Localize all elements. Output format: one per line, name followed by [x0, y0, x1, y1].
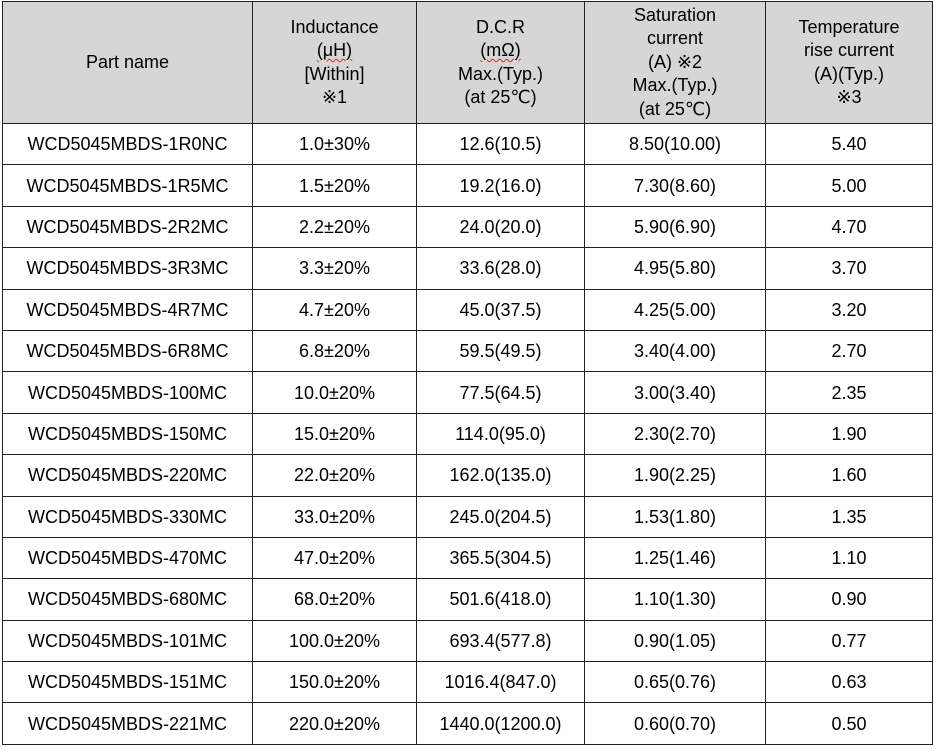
header-saturation-line-2: current: [646, 28, 704, 49]
table-row: [3, 330, 933, 371]
header-dcr: [417, 2, 585, 124]
part-name-cell: WCD5045MBDS-1R0NC: [3, 124, 253, 165]
saturation-cell: 1.10(1.30): [585, 579, 766, 620]
temperature-cell: 2.35: [766, 372, 933, 413]
inductance-cell: 22.0±20%: [253, 455, 417, 496]
part-name-cell: WCD5045MBDS-2R2MC: [3, 206, 253, 247]
header-row: [3, 2, 933, 124]
inductance-cell: 1.0±30%: [253, 124, 417, 165]
part-name-cell: WCD5045MBDS-3R3MC: [3, 248, 253, 289]
dcr-cell: 162.0(135.0): [417, 455, 585, 496]
dcr-cell: 33.6(28.0): [417, 248, 585, 289]
table-row: [3, 703, 933, 744]
saturation-cell: 0.65(0.76): [585, 662, 766, 703]
saturation-cell: 4.95(5.80): [585, 248, 766, 289]
temperature-cell: 3.20: [766, 289, 933, 330]
saturation-cell: 0.60(0.70): [585, 703, 766, 744]
table-row: [3, 662, 933, 703]
header-temperature-line-4: ※3: [836, 87, 862, 107]
table-row: [3, 248, 933, 289]
saturation-cell: 1.53(1.80): [585, 496, 766, 537]
table-row: [3, 620, 933, 661]
temperature-cell: 1.10: [766, 537, 933, 578]
inductance-cell: 2.2±20%: [253, 206, 417, 247]
header-part-name: [3, 2, 253, 124]
header-dcr-line-3: Max.(Typ.): [457, 63, 543, 84]
table-row: [3, 289, 933, 330]
header-dcr-line-4: (at 25℃): [464, 87, 537, 107]
temperature-cell: 0.90: [766, 579, 933, 620]
dcr-cell: 12.6(10.5): [417, 124, 585, 165]
header-saturation: [585, 2, 766, 124]
dcr-cell: 77.5(64.5): [417, 372, 585, 413]
temperature-cell: 5.40: [766, 124, 933, 165]
inductance-cell: 1.5±20%: [253, 165, 417, 206]
saturation-cell: 4.25(5.00): [585, 289, 766, 330]
dcr-cell: 1016.4(847.0): [417, 662, 585, 703]
inductance-cell: 10.0±20%: [253, 372, 417, 413]
saturation-cell: 7.30(8.60): [585, 165, 766, 206]
table-body: [3, 124, 933, 745]
header-inductance: [253, 2, 417, 124]
part-name-cell: WCD5045MBDS-101MC: [3, 620, 253, 661]
saturation-cell: 1.90(2.25): [585, 455, 766, 496]
temperature-cell: 1.60: [766, 455, 933, 496]
dcr-cell: 1440.0(1200.0): [417, 703, 585, 744]
temperature-cell: 0.63: [766, 662, 933, 703]
table-row: [3, 206, 933, 247]
temperature-cell: 0.50: [766, 703, 933, 744]
dcr-cell: 114.0(95.0): [417, 413, 585, 454]
header-temperature-line-1: Temperature: [798, 16, 900, 37]
part-name-cell: WCD5045MBDS-1R5MC: [3, 165, 253, 206]
header-saturation-line-1: Saturation: [633, 4, 717, 25]
saturation-cell: 1.25(1.46): [585, 537, 766, 578]
part-name-cell: WCD5045MBDS-100MC: [3, 372, 253, 413]
part-name-cell: WCD5045MBDS-151MC: [3, 662, 253, 703]
table-row: [3, 579, 933, 620]
dcr-cell: 365.5(304.5): [417, 537, 585, 578]
header-inductance-line-2: (μH): [316, 40, 353, 60]
inductance-cell: 68.0±20%: [253, 579, 417, 620]
dcr-cell: 693.4(577.8): [417, 620, 585, 661]
inductance-cell: 3.3±20%: [253, 248, 417, 289]
header-temperature-line-3: (A)(Typ.): [814, 63, 884, 84]
temperature-cell: 2.70: [766, 330, 933, 371]
table-row: [3, 165, 933, 206]
dcr-cell: 59.5(49.5): [417, 330, 585, 371]
table-row: [3, 537, 933, 578]
header-dcr-line-2: (mΩ): [480, 40, 521, 60]
saturation-cell: 3.40(4.00): [585, 330, 766, 371]
header-saturation-line-4: Max.(Typ.): [632, 75, 718, 96]
inductance-cell: 15.0±20%: [253, 413, 417, 454]
dcr-cell: 45.0(37.5): [417, 289, 585, 330]
table-row: [3, 372, 933, 413]
part-name-cell: WCD5045MBDS-470MC: [3, 537, 253, 578]
saturation-cell: 2.30(2.70): [585, 413, 766, 454]
inductance-cell: 47.0±20%: [253, 537, 417, 578]
inductance-cell: 4.7±20%: [253, 289, 417, 330]
part-name-cell: WCD5045MBDS-221MC: [3, 703, 253, 744]
table-row: [3, 496, 933, 537]
inductance-cell: 100.0±20%: [253, 620, 417, 661]
temperature-cell: 4.70: [766, 206, 933, 247]
inductance-cell: 33.0±20%: [253, 496, 417, 537]
header-inductance-line-3: [Within]: [304, 63, 365, 84]
table-row: [3, 455, 933, 496]
saturation-cell: 8.50(10.00): [585, 124, 766, 165]
saturation-cell: 5.90(6.90): [585, 206, 766, 247]
part-name-cell: WCD5045MBDS-680MC: [3, 579, 253, 620]
header-saturation-line-3: (A) ※2: [647, 51, 703, 72]
inductance-cell: 220.0±20%: [253, 703, 417, 744]
saturation-cell: 0.90(1.05): [585, 620, 766, 661]
part-name-cell: WCD5045MBDS-330MC: [3, 496, 253, 537]
dcr-cell: 19.2(16.0): [417, 165, 585, 206]
part-name-cell: WCD5045MBDS-150MC: [3, 413, 253, 454]
temperature-cell: 1.35: [766, 496, 933, 537]
header-inductance-line-4: ※1: [321, 87, 348, 107]
inductor-spec-table: [2, 1, 933, 745]
inductance-cell: 150.0±20%: [253, 662, 417, 703]
header-temperature: [766, 2, 933, 124]
part-name-cell: WCD5045MBDS-4R7MC: [3, 289, 253, 330]
temperature-cell: 0.77: [766, 620, 933, 661]
header-temperature-line-2: rise current: [803, 40, 895, 60]
part-name-cell: WCD5045MBDS-6R8MC: [3, 330, 253, 371]
inductance-cell: 6.8±20%: [253, 330, 417, 371]
dcr-cell: 245.0(204.5): [417, 496, 585, 537]
part-name-cell: WCD5045MBDS-220MC: [3, 455, 253, 496]
saturation-cell: 3.00(3.40): [585, 372, 766, 413]
header-part-name-label: Part name: [85, 51, 170, 72]
table-row: [3, 124, 933, 165]
temperature-cell: 5.00: [766, 165, 933, 206]
dcr-cell: 24.0(20.0): [417, 206, 585, 247]
table-row: [3, 413, 933, 454]
header-dcr-line-1: D.C.R: [476, 16, 525, 37]
temperature-cell: 1.90: [766, 413, 933, 454]
dcr-cell: 501.6(418.0): [417, 579, 585, 620]
header-saturation-line-5: (at 25℃): [638, 98, 712, 119]
temperature-cell: 3.70: [766, 248, 933, 289]
header-inductance-line-1: Inductance: [290, 16, 379, 37]
